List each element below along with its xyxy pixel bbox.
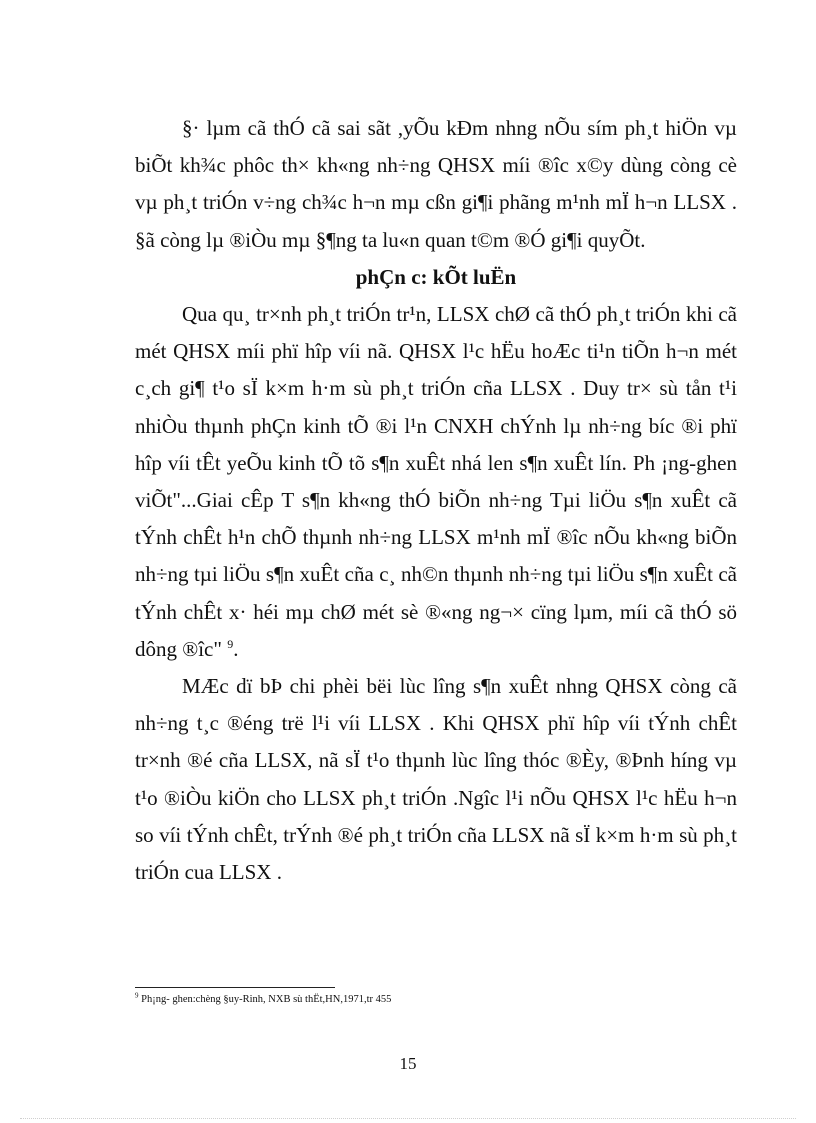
paragraph-1-text: §· lµm cã thÓ cã sai sãt ,yÕu kÐm nhng nÕu sím ph¸t hiÖn vµ biÕt kh¾c phôc th× kh«ng nh÷ng QHSX míi ®îc x©y dùng còng cè vµ ph¸t triÓn v÷ng ch¾c h¬n mµ cßn gi¶i phãng m¹nh mÏ h¬n LLSX . §ã còng lµ ®iÒu mµ §¶ng ta lu«n quan t©m ®Ó gi¶i quyÕt. xyxy=(135,116,737,252)
paragraph-conclusion xyxy=(135,296,737,668)
footnote-separator xyxy=(135,987,335,988)
paragraph-2-text: Qua qu¸ tr×nh ph¸t triÓn tr¹n, LLSX chØ cã thÓ ph¸t triÓn khi cã mét QHSX míi phï hîp víi nã. QHSX l¹c hËu hoÆc ti¹n tiÕn h¬n mét c¸ch gi¶ t¹o sÏ k×m h·m sù ph¸t triÓn cña LLSX . Duy tr× sù tån t¹i nhiÒu thµnh phÇn kinh tÕ ®i l¹n CNXH chÝnh lµ nh÷ng bíc ®i phï hîp víi tÊt yeÕu kinh tÕ tõ s¶n xuÊt nhá len s¶n xuÊt lín. Ph ¡ng-ghen viÕt"...Giai cÊp T s¶n kh«ng thÓ biÕn nh÷ng Tµi liÖu s¶n xuÊt cã tÝnh chÊt h¹n chÕ thµnh nh÷ng LLSX m¹nh mÏ ®îc nÕu kh«ng biÕn nh÷ng tµi liÖu s¶n xuÊt cña c¸ nh©n thµnh nh÷ng tµi liÖu s¶n xuÊt cã tÝnh chÊt x· héi mµ chØ mét sè ®«ng ng¬× cïng lµm, míi cã thÓ sö dông ®îc" xyxy=(135,302,737,661)
paragraph-influence xyxy=(135,668,737,891)
paragraph-2-end: . xyxy=(233,636,239,661)
footnote xyxy=(135,993,391,1007)
section-heading: phÇn c: kÕt luËn xyxy=(355,264,517,289)
body-text xyxy=(135,110,737,891)
page-bottom-divider xyxy=(20,1118,796,1119)
footnote-number: 9 xyxy=(135,991,139,1000)
page-number: 15 xyxy=(399,1054,417,1073)
paragraph-closing-argument xyxy=(135,110,737,259)
paragraph-3-text: MÆc dï bÞ chi phèi bëi lùc lîng s¶n xuÊt nhng QHSX còng cã nh÷ng t¸c ®éng trë l¹i víi LLSX . Khi QHSX phï hîp víi tÝnh chÊt tr×nh ®é cña LLSX, nã sÏ t¹o thµnh lùc lîng thóc ®Èy, ®Þnh híng vµ t¹o ®iÒu kiÖn cho LLSX ph¸t triÓn .Ngîc l¹i nÕu QHSX l¹c hËu h¬n so víi tÝnh chÊt, trÝnh ®é ph¸t triÓn cña LLSX nã sÏ k×m h·m sù ph¸t triÓn cua LLSX . xyxy=(135,674,737,885)
footnote-reference[interactable]: 9 xyxy=(227,636,234,651)
footnote-text: Ph¡ng- ghen:chèng §uy-Rinh, NXB sù thËt,HN,1971,tr 455 xyxy=(138,994,392,1005)
